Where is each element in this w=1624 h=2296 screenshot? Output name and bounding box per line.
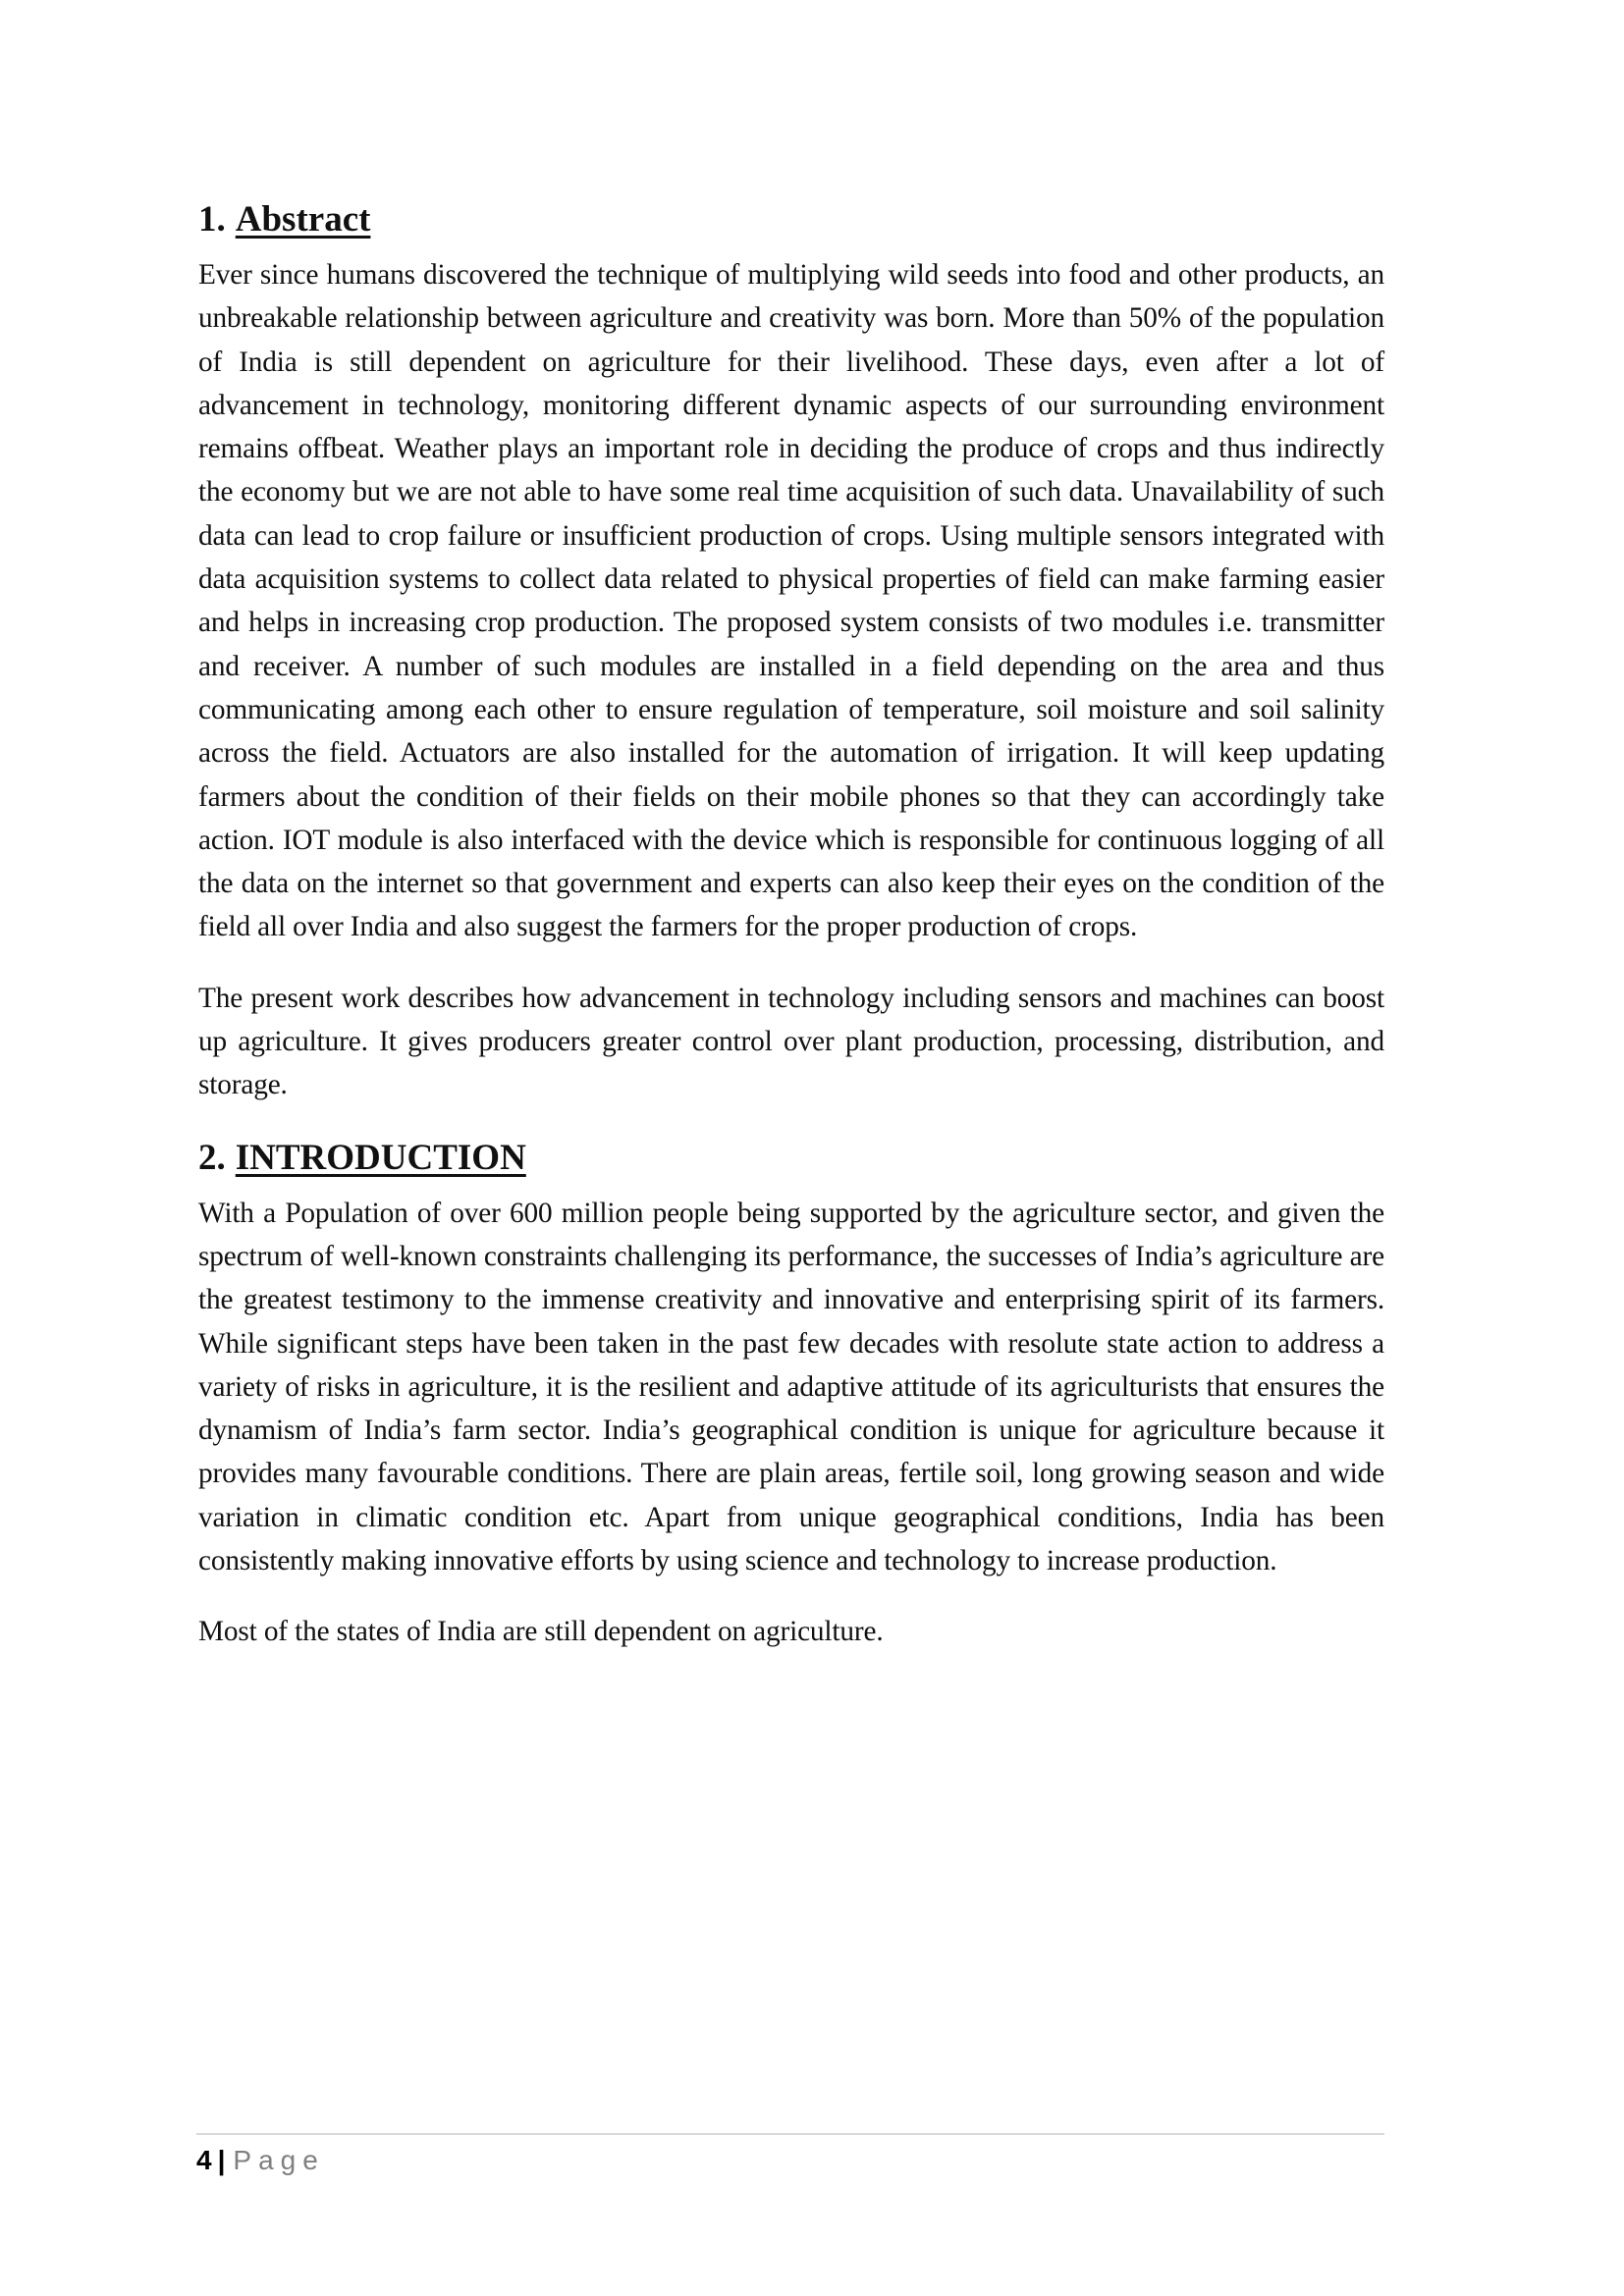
introduction-paragraph-2: Most of the states of India are still dependent on agriculture. [198,1616,884,1648]
section-title: Abstract [235,199,371,240]
section-number: 1. [198,199,226,240]
section-title: INTRODUCTION [235,1137,526,1178]
page-footer [196,2133,1384,2178]
page-number: 4 [196,2145,212,2175]
page-label: Page [233,2145,325,2175]
introduction-paragraph-1: With a Population of over 600 million people being supported by the agriculture sector, and given the spectrum of well-known constraints challenging its performance, the successes of India’s agriculture are the greatest testimony to the immense creativity and innovative and enterprising spirit of its farmers. While significant steps have been taken in the past few decades with resolute state action to address a variety of risks in agriculture, it is the resilient and adaptive attitude of its agriculturists that ensures the dynamism of India’s farm sector. India’s geographical condition is unique for agriculture because it provides many favourable conditions. There are plain areas, fertile soil, long growing season and wide variation in climatic condition etc. Apart from unique geographical conditions, India has been consistently making innovative efforts by using science and technology to increase production. [198,1197,1384,1577]
introduction-heading [198,1131,1384,1186]
abstract-heading [198,192,1384,247]
abstract-paragraph-1: Ever since humans discovered the technique of multiplying wild seeds into food and other products, an unbreakable relationship between agriculture and creativity was born. More than 50% of the population of India is still dependent on agriculture for their livelihood. These days, even after a lot of advancement in technology, monitoring different dynamic aspects of our surrounding environment remains offbeat. Weather plays an important role in deciding the produce of crops and thus indirectly the economy but we are not able to have some real time acquisition of such data. Unavailability of such data can lead to crop failure or insufficient production of crops. Using multiple sensors integrated with data acquisition systems to collect data related to physical properties of field can make farming easier and helps in increasing crop production. The proposed system consists of two modules i.e. transmitter and receiver. A number of such modules are installed in a field depending on the area and thus communicating among each other to ensure regulation of temperature, soil moisture and soil salinity across the field. Actuators are also installed for the automation of irrigation. It will keep updating farmers about the condition of their fields on their mobile phones so that they can accordingly take action. IOT module is also interfaced with the device which is responsible for continuous logging of all the data on the internet so that government and experts can also keep their eyes on the condition of the field all over India and also suggest the farmers for the proper production of crops. [198,259,1384,943]
page-content [198,192,1384,1682]
abstract-paragraph-2: The present work describes how advancement in technology including sensors and machines can boost up agriculture. It gives producers greater control over plant production, processing, distribution, and storage. [198,982,1384,1101]
section-number: 2. [198,1137,226,1178]
footer-separator: | [217,2145,226,2175]
